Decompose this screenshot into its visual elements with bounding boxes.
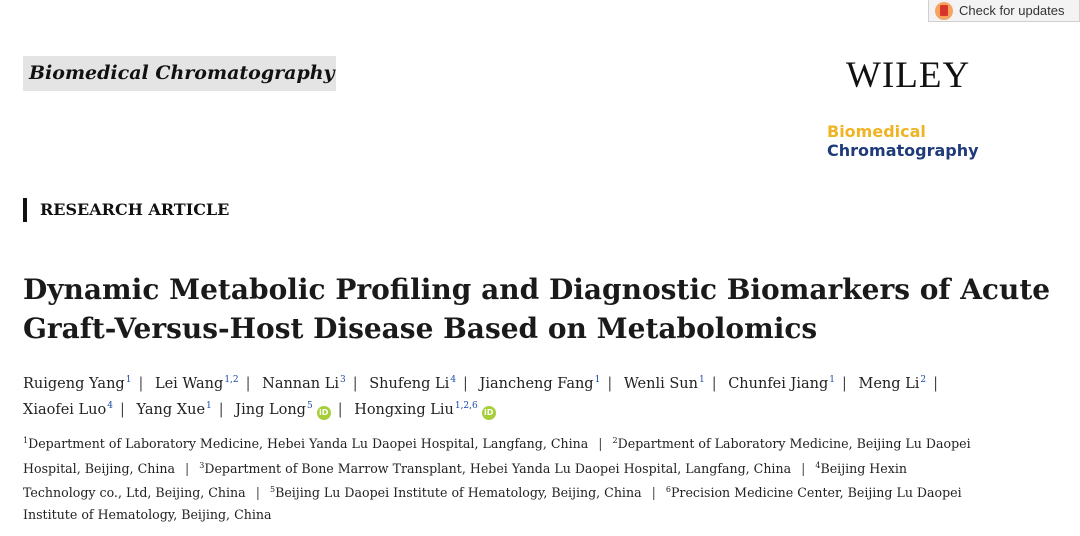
affiliation-number: 5	[269, 485, 276, 494]
affiliation-text: Beijing Hexin Technology co., Ltd, Beijing, China	[23, 460, 907, 500]
affiliation-list	[23, 430, 983, 525]
author-name-text: Chunfei Jiang	[728, 376, 829, 392]
author-separator: |	[352, 376, 358, 392]
author-affiliation-ref[interactable]: 2	[920, 375, 927, 385]
affiliation-separator: |	[598, 436, 603, 451]
affiliation-separator: |	[801, 460, 806, 476]
affiliation-text: Department of Bone Marrow Transplant, Hebei Yanda Lu Daopei Hospital, Langfang, China	[204, 460, 792, 476]
author-name[interactable]	[858, 376, 926, 392]
author-affiliation-ref[interactable]: 5	[306, 401, 313, 411]
author-list	[23, 369, 1023, 421]
author-name[interactable]	[480, 376, 601, 392]
article-type-label: RESEARCH ARTICLE	[23, 198, 229, 222]
affiliation-text: Department of Laboratory Medicine, Beijing Lu Daopei Hospital, Beijing, China	[23, 436, 971, 476]
affiliation-separator: |	[184, 460, 190, 476]
orcid-icon[interactable]: iD	[482, 406, 496, 420]
author-separator: |	[138, 376, 144, 392]
author-affiliation-ref[interactable]: 1,2	[224, 375, 239, 385]
author-name-text: Nannan Li	[262, 376, 340, 392]
affiliation-text: Precision Medicine Center, Beijing Lu Daopei Institute of Hematology, Beijing, China	[23, 485, 962, 522]
author-name-text: Wenli Sun	[623, 376, 698, 392]
journal-logo-line1: Biomedical	[827, 122, 926, 141]
affiliation-separator: |	[255, 485, 260, 500]
author-name[interactable]	[23, 376, 131, 392]
affiliation-text: Department of Laboratory Medicine, Hebei Yanda Lu Daopei Hospital, Langfang, China	[28, 436, 589, 451]
affiliation-number: 1	[23, 436, 29, 445]
author-affiliation-ref[interactable]: 4	[450, 375, 457, 385]
author-separator: |	[463, 376, 468, 392]
author-name[interactable]	[262, 376, 346, 392]
author-name[interactable]	[624, 376, 705, 392]
author-separator: |	[607, 376, 613, 392]
affiliation-item	[199, 461, 791, 476]
bookmark-icon	[935, 2, 953, 20]
affiliation-number: 2	[612, 436, 618, 445]
author-name[interactable]	[136, 402, 211, 418]
author-name-text: Lei Wang	[154, 376, 224, 392]
author-name-text: Xiaofei Luo	[23, 402, 107, 418]
author-affiliation-ref[interactable]: 4	[107, 401, 113, 411]
affiliation-item	[23, 436, 588, 451]
author-affiliation-ref[interactable]: 1,2,6	[454, 401, 478, 411]
author-affiliation-ref[interactable]: 1	[594, 375, 601, 385]
author-name-text: Jiancheng Fang	[479, 376, 594, 392]
author-name[interactable]	[235, 402, 330, 418]
author-name-text: Meng Li	[858, 376, 920, 392]
affiliation-number: 3	[199, 460, 205, 470]
author-separator: |	[933, 376, 939, 392]
author-name-text: Ruigeng Yang	[23, 376, 125, 392]
affiliation-number: 6	[665, 485, 671, 494]
affiliation-number: 4	[815, 460, 821, 470]
author-separator: |	[119, 402, 125, 418]
author-separator: |	[841, 376, 847, 392]
affiliation-separator: |	[651, 485, 656, 500]
publisher-logo: WILEY	[846, 55, 971, 96]
author-separator: |	[337, 402, 343, 418]
author-affiliation-ref[interactable]: 1	[206, 401, 212, 411]
check-for-updates-label: Check for updates	[959, 3, 1065, 18]
author-separator: |	[711, 376, 717, 392]
check-for-updates-button[interactable]	[928, 0, 1080, 22]
author-separator: |	[218, 402, 224, 418]
author-name-text: Hongxing Liu	[354, 402, 454, 418]
author-separator: |	[245, 376, 251, 392]
author-name-text: Yang Xue	[136, 402, 206, 418]
author-name[interactable]	[23, 402, 113, 418]
affiliation-text: Beijing Lu Daopei Institute of Hematology, Beijing, China	[275, 485, 642, 500]
journal-logo-line2: Chromatography	[827, 141, 979, 160]
author-name-text: Shufeng Li	[369, 376, 450, 392]
author-affiliation-ref[interactable]: 1	[125, 375, 132, 385]
author-name[interactable]	[155, 376, 239, 392]
orcid-icon[interactable]: iD	[317, 406, 331, 420]
author-affiliation-ref[interactable]: 1	[698, 375, 705, 385]
journal-logo	[827, 122, 979, 160]
affiliation-item	[270, 485, 642, 500]
author-affiliation-ref[interactable]: 3	[340, 375, 346, 385]
author-affiliation-ref[interactable]: 1	[829, 375, 835, 385]
author-name[interactable]	[354, 402, 496, 418]
author-name[interactable]	[369, 376, 456, 392]
journal-name-tag: Biomedical Chromatography	[23, 56, 336, 91]
author-name-text: Jing Long	[235, 402, 306, 418]
author-name[interactable]	[728, 376, 835, 392]
article-title: Dynamic Metabolic Profiling and Diagnostic Biomarkers of Acute Graft-Versus-Host Disease Based on Metabolomics	[23, 273, 1051, 345]
